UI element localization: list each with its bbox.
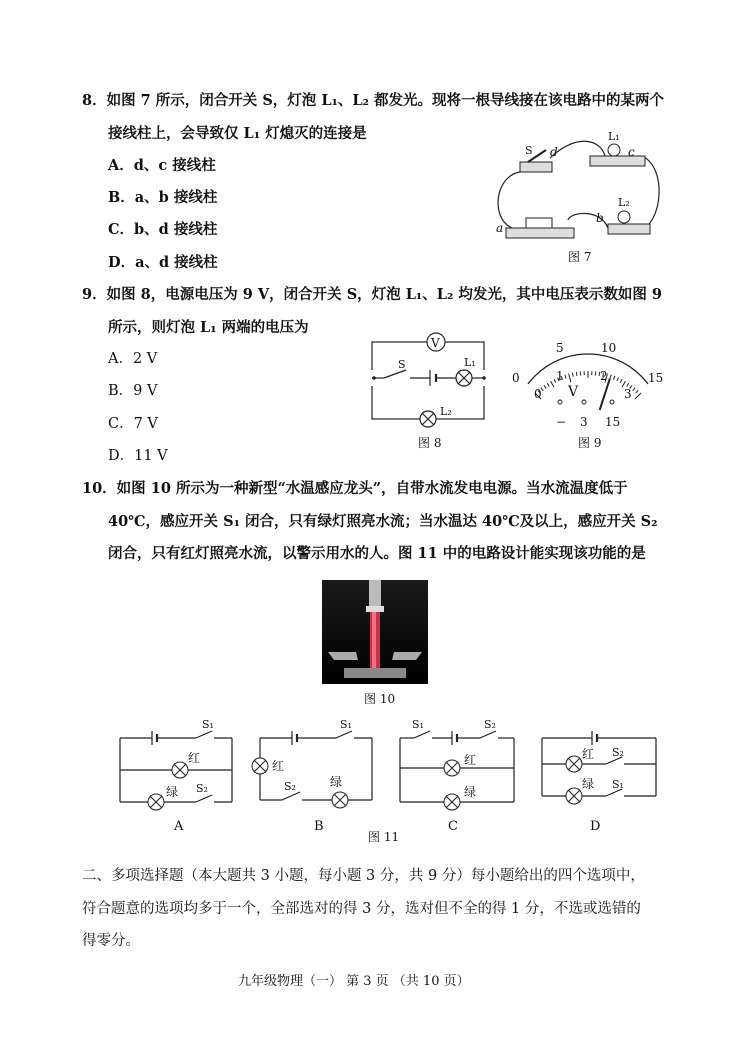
lamp-l2-base [608, 224, 650, 234]
meter-unit: V [568, 384, 579, 400]
fig7-label-b: b [596, 211, 604, 225]
meter-tick [569, 374, 571, 383]
a-s2: S₂ [196, 782, 208, 795]
q9-option-d: D．11 V [108, 448, 168, 464]
terminal-neg: − [556, 415, 567, 429]
fig7-label-s: S [525, 144, 533, 157]
battery-base [506, 228, 574, 238]
c-s2: S₂ [484, 718, 496, 731]
q8-stem-line2: 接线柱上，会导致仅 L₁ 灯熄灭的连接是 [108, 125, 367, 142]
circuit-a-letter: A [174, 819, 184, 834]
c-green: 绿 [464, 785, 477, 799]
section2-line2: 符合题意的选项均多于一个，全部选对的得 3 分，选对但不全的得 1 分，不选或选错的 [82, 901, 641, 917]
section2-line3: 得零分。 [82, 933, 140, 949]
section2-line1: 二、多项选择题（本大题共 3 小题，每小题 3 分，共 9 分）每小题给出的四个选项中， [82, 868, 645, 884]
meter-tick [627, 383, 629, 386]
scale15-5: 5 [556, 341, 564, 355]
circuit-c [400, 718, 514, 834]
b-s2: S₂ [284, 780, 296, 793]
fig7-label-d: d [550, 145, 558, 159]
voltmeter-needle [600, 379, 610, 410]
d-s1: S₁ [612, 778, 624, 791]
d-s2: S₂ [612, 746, 624, 759]
circuit-b [252, 718, 372, 834]
terminal-15: 15 [605, 415, 621, 429]
fig7-label-c: c [628, 145, 635, 159]
figure-10-caption: 图 10 [364, 692, 396, 706]
a-red: 红 [188, 751, 201, 765]
figure-8-caption: 图 8 [418, 436, 442, 450]
circuit-c-letter: C [448, 819, 458, 834]
fig8-voltmeter-label: V [431, 336, 440, 350]
q9-stem-line1: 9．如图 8，电源电压为 9 V，闭合开关 S，灯泡 L₁、L₂ 均发光，其中电压表示数如图 9 [82, 286, 663, 303]
scale15-0: 0 [512, 371, 520, 385]
battery-cell [526, 218, 552, 228]
q9-option-c: C．7 V [108, 416, 158, 432]
scale3-1: 1 [556, 369, 564, 383]
a-s1: S₁ [202, 718, 214, 731]
q9-option-a: A．2 V [108, 351, 158, 367]
b-s1: S₁ [340, 718, 352, 731]
figure-8-circuit [370, 330, 490, 430]
meter-tick [565, 375, 566, 379]
meter-tick [633, 388, 636, 391]
fig7-label-a: a [496, 221, 504, 235]
b-red: 红 [272, 759, 285, 773]
figure-11-caption: 图 11 [368, 830, 400, 844]
q8-stem-line1: 8．如图 7 所示，闭合开关 S，灯泡 L₁、L₂ 都发光。现将一根导线接在该电路中的某两个 [82, 92, 664, 109]
fig8-switch-label: S [398, 358, 406, 371]
terminal-3: 3 [580, 415, 588, 429]
meter-tick [551, 381, 555, 387]
circuit-d-letter: D [590, 819, 601, 834]
meter-tick [572, 373, 573, 377]
meter-tick [620, 379, 622, 383]
q8-option-b: B．a、b 接线柱 [108, 189, 218, 206]
page-footer: 九年级物理（一） 第 3 页 （共 10 页） [238, 974, 470, 989]
lamp-l1-base [590, 156, 645, 166]
c-red: 红 [464, 753, 477, 767]
meter-tick [617, 378, 619, 382]
figure-9-voltmeter [508, 336, 668, 434]
q10-stem-line1: 10．如图 10 所示为一种新型“水温感应龙头”，自带水流发电电源。当水流温度低于 [82, 480, 628, 497]
fig8-l1-label: L₁ [464, 356, 476, 369]
circuit-b-letter: B [314, 819, 324, 834]
b-green: 绿 [330, 775, 343, 789]
q9-stem-line2: 所示，则灯泡 L₁ 两端的电压为 [108, 319, 309, 336]
switch-s-base [520, 162, 552, 172]
scale3-2: 2 [600, 369, 608, 383]
scale3-0: 0 [534, 387, 542, 401]
q10-stem-line2: 40℃，感应开关 S₁ 闭合，只有绿灯照亮水流；当水温达 40℃及以上，感应开关 S₂ [108, 513, 658, 530]
meter-tick [544, 385, 546, 388]
scale15-15: 15 [648, 371, 664, 385]
meter-tick [576, 372, 577, 376]
figure-11-circuits [110, 712, 690, 838]
q8-option-a: A．d、c 接线柱 [108, 157, 216, 174]
meter-tick [613, 376, 615, 380]
scale15-10: 10 [601, 341, 617, 355]
circuit-d [542, 731, 656, 834]
figure-9-caption: 图 9 [578, 436, 602, 450]
figure-7-circuit [490, 128, 660, 248]
figure-7-caption: 图 7 [568, 250, 592, 264]
c-s1: S₁ [412, 718, 424, 731]
lamp-l1-bulb-icon [608, 144, 620, 156]
fig8-l2-label: L₂ [440, 405, 452, 418]
meter-tick [547, 383, 549, 386]
a-green: 绿 [166, 785, 179, 799]
d-red: 红 [582, 747, 595, 761]
meter-tick [610, 375, 611, 379]
q8-option-d: D．a、d 接线柱 [108, 254, 218, 271]
fig7-label-l2: L₂ [618, 196, 630, 209]
meter-tick [635, 393, 641, 399]
fig7-label-l1: L₁ [608, 130, 620, 143]
meter-tick [636, 390, 639, 393]
q8-option-c: C．b、d 接线柱 [108, 221, 218, 238]
d-green: 绿 [582, 777, 595, 791]
q9-option-b: B．9 V [108, 383, 158, 399]
scale3-3: 3 [624, 387, 632, 401]
q10-stem-line3: 闭合，只有红灯照亮水流，以警示用水的人。图 11 中的电路设计能实现该功能的是 [108, 545, 646, 562]
lamp-l2-bulb-icon [618, 211, 630, 223]
circuit-a [120, 718, 232, 834]
figure-10-faucet-photo [322, 580, 428, 684]
